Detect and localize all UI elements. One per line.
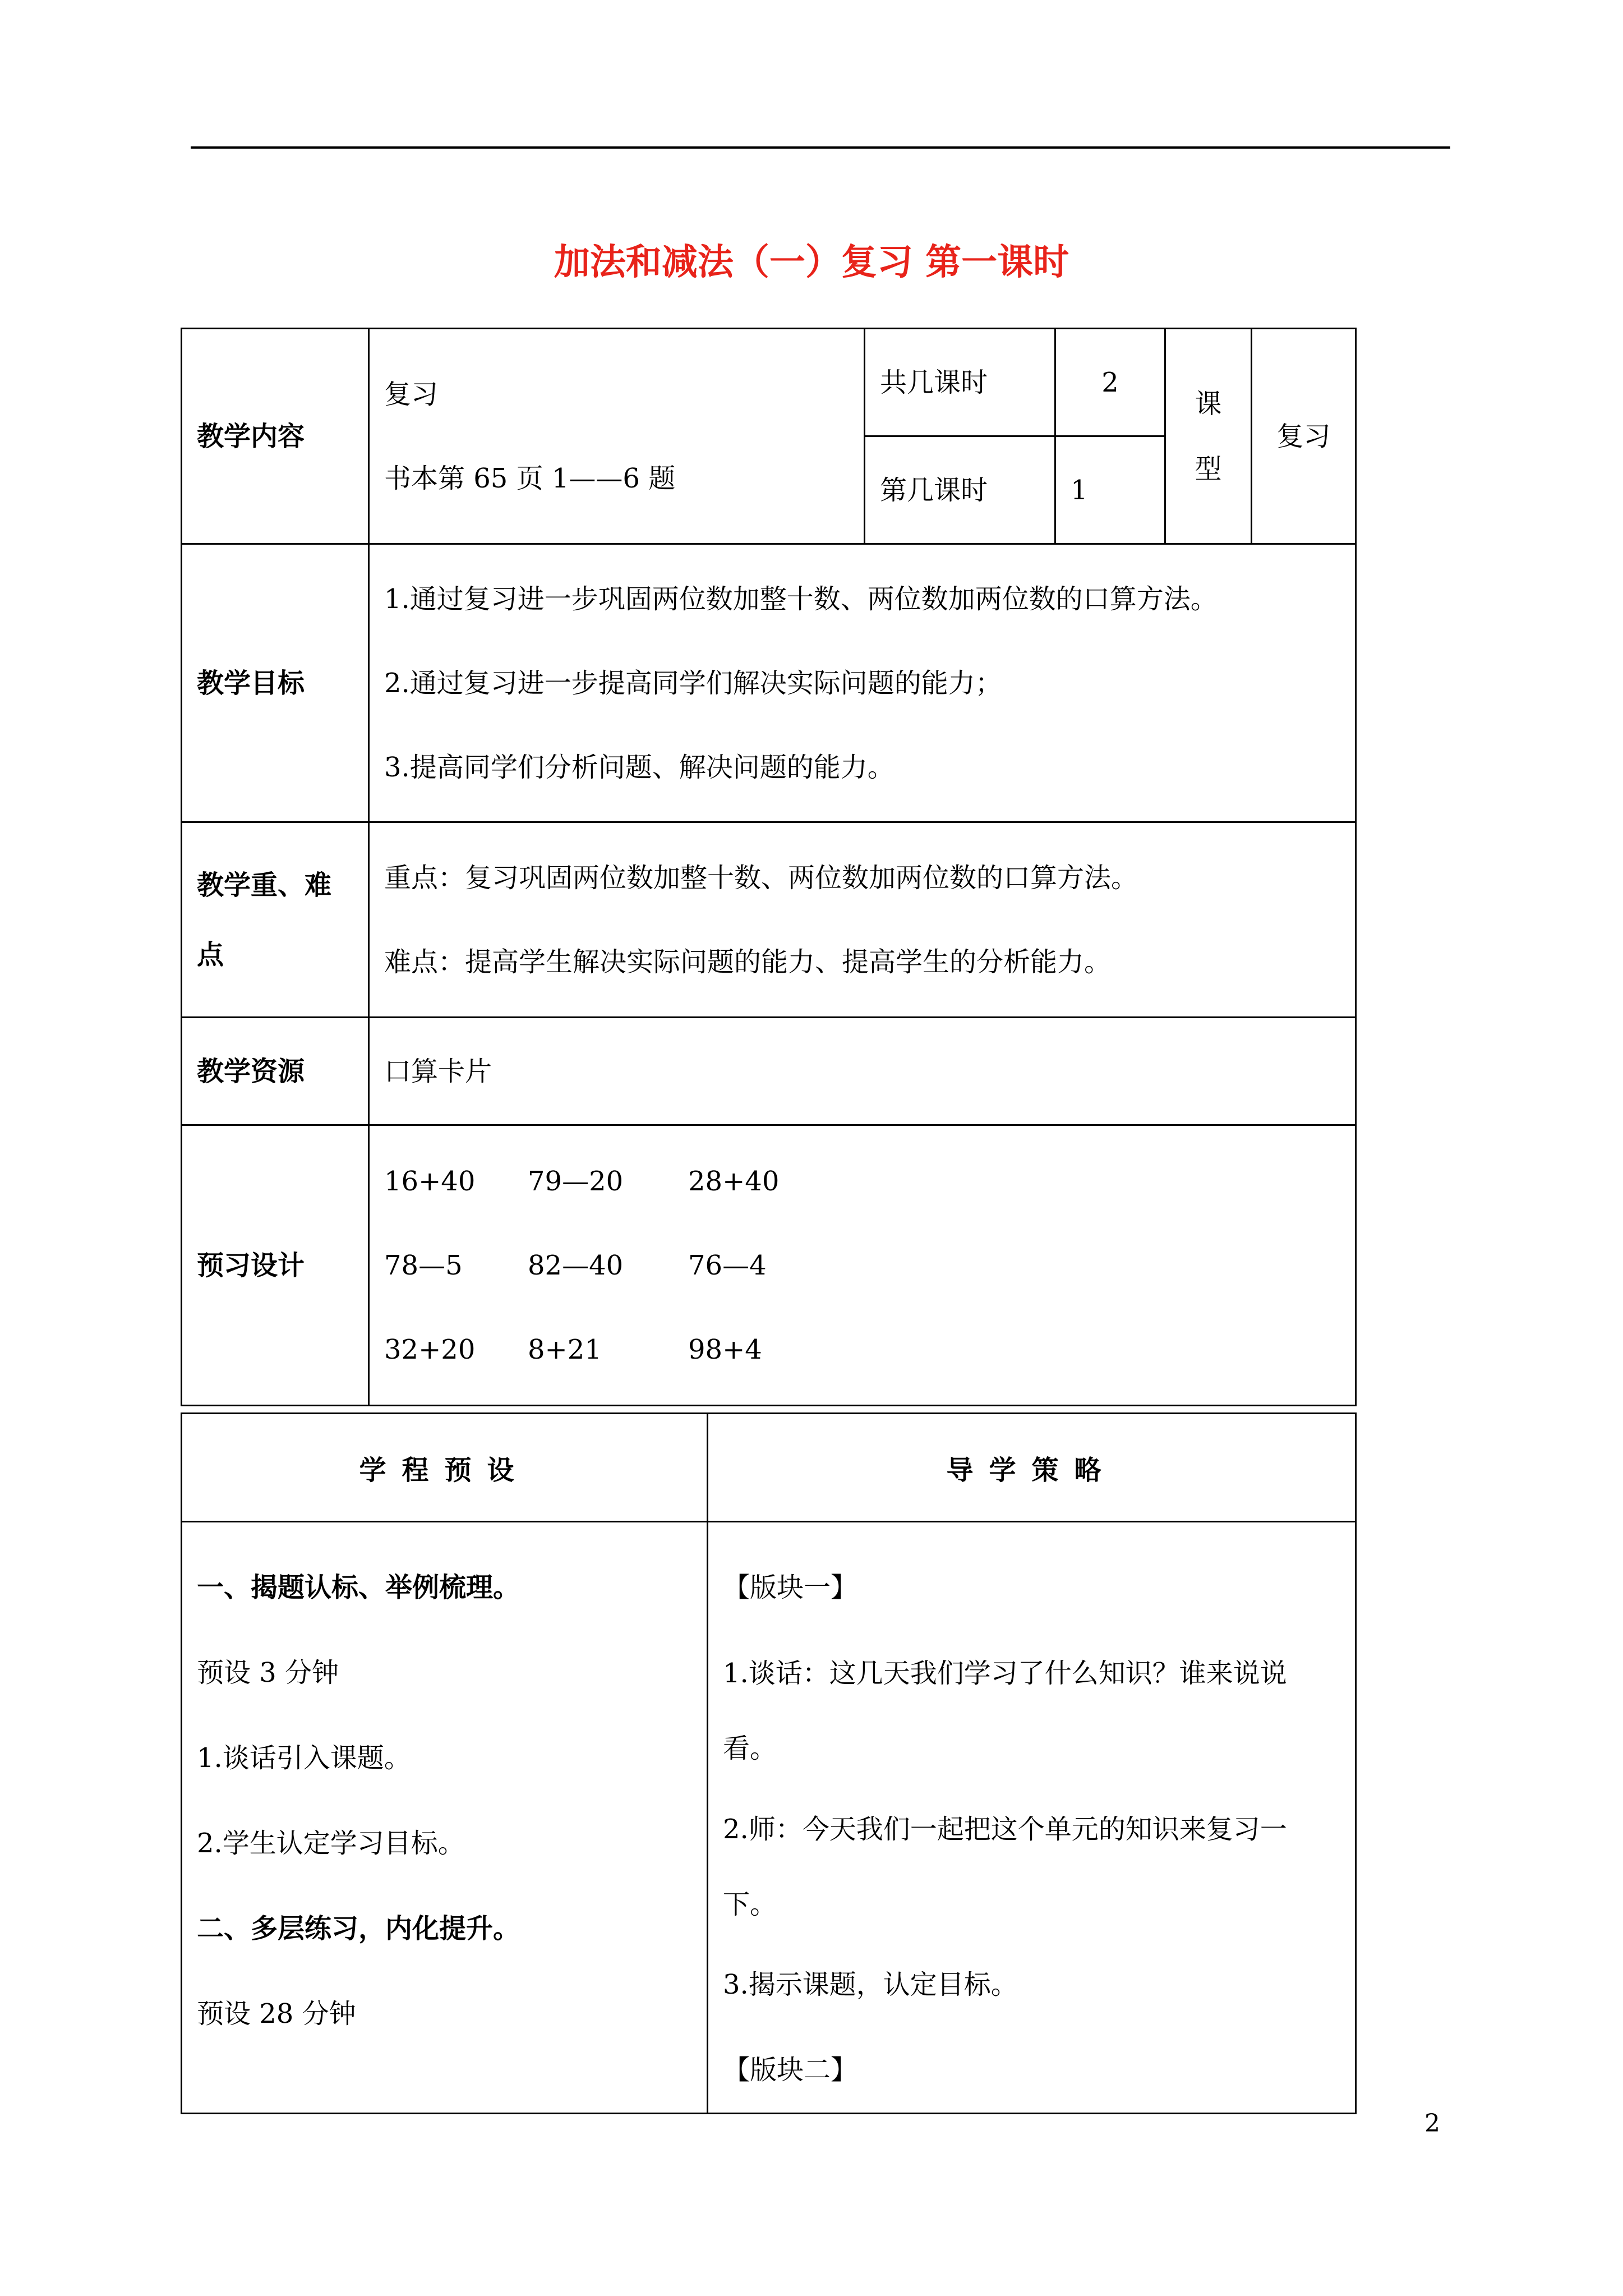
- exercise: 16+40: [384, 1165, 476, 1197]
- difficult-point: 难点：提高学生解决实际问题的能力、提高学生的分析能力。: [384, 946, 1112, 978]
- total-label: 共几课时: [865, 329, 1055, 436]
- exercise: 79—20: [528, 1165, 624, 1197]
- strategy-step: 3.揭示课题，认定目标。: [723, 1969, 1018, 2000]
- exercise: 82—40: [528, 1249, 624, 1281]
- which-value: 1: [1055, 436, 1165, 544]
- page-number: 2: [1424, 2109, 1440, 2138]
- block-heading: 【版块二】: [723, 2054, 858, 2086]
- header-rule: [191, 146, 1450, 149]
- process-left-header: 学程预设: [182, 1414, 708, 1522]
- exercise-row: [384, 1223, 1340, 1308]
- resources-label: 教学资源: [182, 1018, 369, 1125]
- which-label: 第几课时: [865, 436, 1055, 544]
- lesson-info-table: [181, 328, 1357, 1406]
- process-left-column: [182, 1522, 708, 2114]
- key-points-label-2: 点: [197, 938, 224, 970]
- exercise-row: [384, 1139, 1340, 1223]
- process-table: [181, 1412, 1357, 2114]
- exercise: 8+21: [528, 1333, 602, 1365]
- goal-item: 1.通过复习进一步巩固两位数加整十数、两位数加两位数的口算方法。: [384, 583, 1218, 615]
- resources-value: 口算卡片: [369, 1018, 1356, 1125]
- exercise: 78—5: [384, 1249, 463, 1281]
- strategy-step: 2.师：今天我们一起把这个单元的知识来复习一下。: [723, 1814, 1287, 1920]
- section-heading: 一、揭题认标、举例梳理。: [197, 1572, 520, 1603]
- key-point: 重点：复习巩固两位数加整十数、两位数加两位数的口算方法。: [384, 862, 1138, 894]
- strategy-step: 1.谈话：这几天我们学习了什么知识？谁来说说看。: [723, 1658, 1287, 1764]
- exercise: 28+40: [688, 1165, 780, 1197]
- goal-item: 2.通过复习进一步提高同学们解决实际问题的能力；: [384, 667, 1002, 699]
- content-value: [369, 329, 865, 544]
- exercise: 32+20: [384, 1333, 476, 1365]
- goals-list: [369, 544, 1356, 822]
- page-title: 加法和减法（一）复习 第一课时: [554, 241, 1069, 283]
- process-right-header: 导学策略: [708, 1414, 1356, 1522]
- time-note: 预设 3 分钟: [197, 1657, 339, 1688]
- exercise-row: [384, 1308, 1340, 1392]
- type-value: 复习: [1252, 329, 1356, 544]
- exercise: 76—4: [688, 1249, 767, 1281]
- key-points-content: [369, 822, 1356, 1018]
- type-label: [1165, 329, 1252, 544]
- key-points-label: [182, 822, 369, 1018]
- total-value: 2: [1055, 329, 1165, 436]
- preview-label: 预习设计: [182, 1125, 369, 1406]
- content-line-1: 复习: [384, 378, 439, 410]
- goals-label: 教学目标: [182, 544, 369, 822]
- key-points-label-1: 教学重、难: [197, 869, 332, 901]
- exercise: 98+4: [688, 1333, 762, 1365]
- step: 1.谈话引入课题。: [197, 1742, 411, 1774]
- type-label-1: 课: [1195, 388, 1222, 420]
- process-right-column: [708, 1522, 1356, 2114]
- content-label: 教学内容: [182, 329, 369, 544]
- content-line-2: 书本第 65 页 1——6 题: [384, 462, 676, 494]
- time-note: 预设 28 分钟: [197, 1998, 356, 2030]
- preview-exercises: [369, 1125, 1356, 1406]
- type-label-2: 型: [1195, 453, 1222, 485]
- goal-item: 3.提高同学们分析问题、解决问题的能力。: [384, 751, 895, 783]
- block-heading: 【版块一】: [723, 1572, 858, 1603]
- section-heading: 二、多层练习，内化提升。: [197, 1913, 520, 1944]
- step: 2.学生认定学习目标。: [197, 1828, 465, 1859]
